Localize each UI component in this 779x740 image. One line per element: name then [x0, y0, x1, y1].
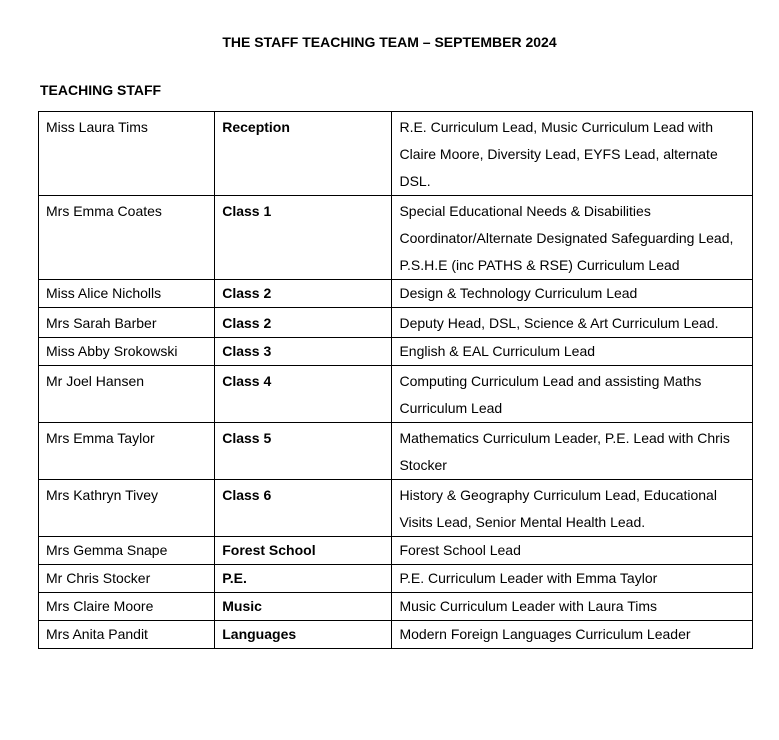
- staff-name: Miss Laura Tims: [39, 112, 215, 196]
- document-title: THE STAFF TEACHING TEAM – SEPTEMBER 2024: [222, 34, 557, 50]
- staff-class: Class 4: [215, 366, 392, 423]
- staff-responsibilities: Special Educational Needs & Disabilities Coordinator/Alternate Designated Safeguarding Lead, P.S.H.E (inc PATHS & RSE) Curriculum Lead: [392, 196, 753, 280]
- staff-name: Miss Alice Nicholls: [39, 280, 215, 308]
- staff-class: Class 5: [215, 423, 392, 480]
- staff-class: Forest School: [215, 537, 392, 565]
- staff-name: Mrs Anita Pandit: [39, 621, 215, 649]
- table-row: [39, 112, 753, 196]
- staff-class: Class 6: [215, 480, 392, 537]
- staff-responsibilities: Deputy Head, DSL, Science & Art Curriculum Lead.: [392, 308, 753, 338]
- staff-responsibilities: Forest School Lead: [392, 537, 753, 565]
- table-row: [39, 423, 753, 480]
- staff-name: Mrs Kathryn Tivey: [39, 480, 215, 537]
- staff-name: Mr Chris Stocker: [39, 565, 215, 593]
- table-row: [39, 366, 753, 423]
- staff-responsibilities: Computing Curriculum Lead and assisting Maths Curriculum Lead: [392, 366, 753, 423]
- staff-class: Reception: [215, 112, 392, 196]
- table-row: [39, 196, 753, 280]
- staff-responsibilities: History & Geography Curriculum Lead, Educational Visits Lead, Senior Mental Health Lead.: [392, 480, 753, 537]
- staff-responsibilities: Music Curriculum Leader with Laura Tims: [392, 593, 753, 621]
- staff-name: Mr Joel Hansen: [39, 366, 215, 423]
- staff-name: Mrs Sarah Barber: [39, 308, 215, 338]
- staff-responsibilities: P.E. Curriculum Leader with Emma Taylor: [392, 565, 753, 593]
- staff-name: Mrs Emma Coates: [39, 196, 215, 280]
- staff-name: Mrs Claire Moore: [39, 593, 215, 621]
- staff-responsibilities: R.E. Curriculum Lead, Music Curriculum Lead with Claire Moore, Diversity Lead, EYFS Lead, alternate DSL.: [392, 112, 753, 196]
- staff-responsibilities: Modern Foreign Languages Curriculum Leader: [392, 621, 753, 649]
- staff-name: Mrs Gemma Snape: [39, 537, 215, 565]
- staff-name: Miss Abby Srokowski: [39, 338, 215, 366]
- staff-table: [38, 111, 753, 649]
- staff-class: Class 3: [215, 338, 392, 366]
- table-row: [39, 338, 753, 366]
- staff-class: Languages: [215, 621, 392, 649]
- staff-class: Music: [215, 593, 392, 621]
- table-row: [39, 308, 753, 338]
- table-row: [39, 621, 753, 649]
- section-heading: TEACHING STAFF: [40, 82, 162, 98]
- table-row: [39, 565, 753, 593]
- table-row: [39, 537, 753, 565]
- staff-name: Mrs Emma Taylor: [39, 423, 215, 480]
- table-row: [39, 480, 753, 537]
- staff-responsibilities: Design & Technology Curriculum Lead: [392, 280, 753, 308]
- staff-class: Class 1: [215, 196, 392, 280]
- staff-class: P.E.: [215, 565, 392, 593]
- staff-class: Class 2: [215, 308, 392, 338]
- staff-responsibilities: English & EAL Curriculum Lead: [392, 338, 753, 366]
- staff-responsibilities: Mathematics Curriculum Leader, P.E. Lead with Chris Stocker: [392, 423, 753, 480]
- staff-class: Class 2: [215, 280, 392, 308]
- table-row: [39, 280, 753, 308]
- table-row: [39, 593, 753, 621]
